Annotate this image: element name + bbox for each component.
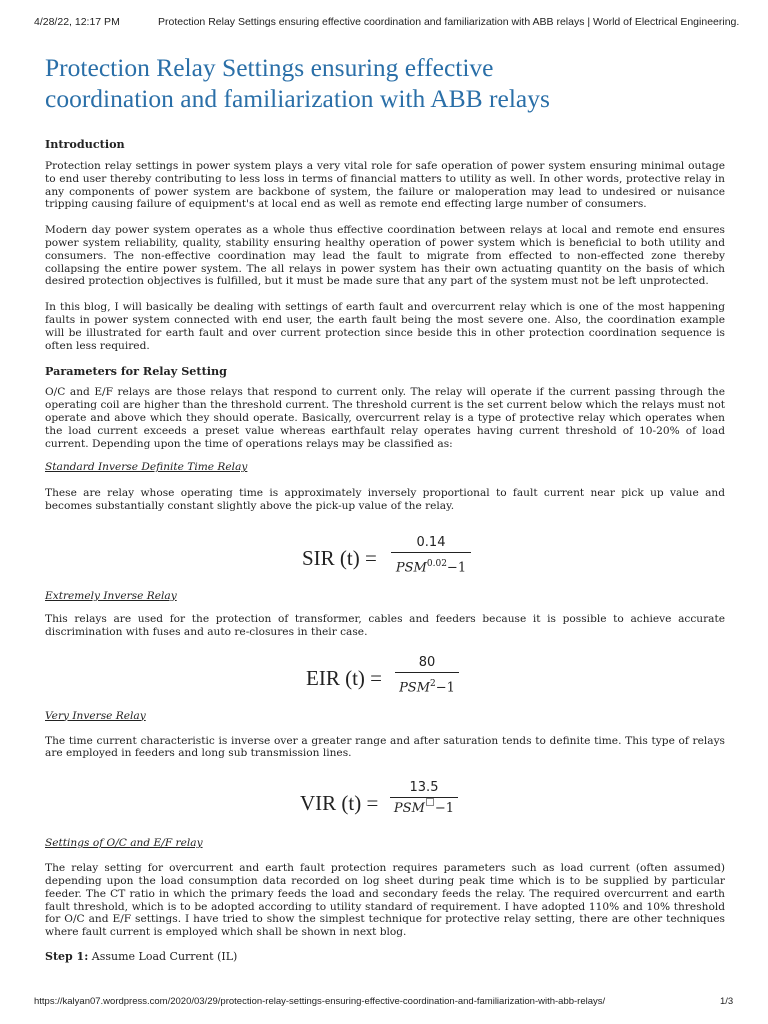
article-title-line-1: Protection Relay Settings ensuring effective bbox=[45, 53, 494, 82]
eir-fraction bbox=[393, 653, 461, 693]
eir-heading: Extremely Inverse Relay bbox=[45, 589, 177, 602]
step-1-text: Assume Load Current (IL) bbox=[91, 949, 238, 963]
params-heading: Parameters for Relay Setting bbox=[45, 364, 227, 379]
article-body bbox=[45, 52, 725, 964]
params-paragraph: O/C and E/F relays are those relays that respond to current only. The relay will operate if the current passing through the operating coil are higher than the threshold current. The threshold current is the set current below which the relays must not operate and above which they should operate. Basically, overcurrent relay is a type of protective relay which operates when the load current exceeds a preset value whereas earthfault relay operates having current threshold of 10-20% of load current. Depending upon the time of operations relays may be classified as: bbox=[45, 386, 725, 450]
missing-exponent-box bbox=[426, 798, 434, 806]
settings-paragraph: The relay setting for overcurrent and earth fault protection requires parameters such as load current (often assumed) depending upon the load consumption data recorded on log sheet during peak time which is to be supplied by particular feeder. The CT ratio in which the primary feeds the load and secondary feeds the relay. The required overcurrent and earth fault threshold, which is to be adopted according to utility standard of requirement. I have adopted 110% and 10% threshold for O/C and E/F settings. I have tried to show the simplest technique for protective relay setting, there are other techniques where fault current is employed which shall be shown in next blog. bbox=[45, 862, 725, 939]
vir-heading: Very Inverse Relay bbox=[45, 709, 146, 722]
print-header bbox=[0, 0, 768, 34]
article-title-line-2: coordination and familiarization with ABB relays bbox=[45, 84, 550, 113]
vir-denominator: PSM −1 bbox=[388, 798, 460, 818]
eir-denominator: $PSM^2-1$ bbox=[399, 678, 455, 695]
sir-fraction bbox=[389, 533, 473, 576]
sidt-paragraph: These are relay whose operating time is approximately inversely proportional to fault current near pick up value and becomes substantially constant slightly above the pick-up value of the relay. bbox=[45, 487, 725, 513]
print-datetime: 4/28/22, 12:17 PM bbox=[34, 16, 120, 28]
intro-heading: Introduction bbox=[45, 137, 125, 151]
sir-denominator: $PSM^{0.02}-1$ bbox=[395, 558, 467, 576]
step-1-label: Step 1: bbox=[45, 949, 89, 963]
print-page-title: Protection Relay Settings ensuring effective coordination and familiarization with ABB relays | World of Electrical Engineering. bbox=[158, 16, 740, 28]
intro-paragraph-2: Modern day power system operates as a whole thus effective coordination between relays at local and remote end ensures power system reliability, quality, stability ensuring healthy operation of power system which is beneficial to both utility and consumers. The non-effective coordination may lead the fault to migrate from effected to non-effected zone thereby collapsing the entire power system. The all relays in power system has their own actuating quantity on the basis of which desired protection objectives is fulfilled, but it must be made sure that any part of the system must not be left unprotected. bbox=[45, 224, 725, 288]
settings-heading: Settings of O/C and E/F relay bbox=[45, 837, 203, 850]
eir-lhs: EIR (t) = bbox=[306, 665, 382, 690]
intro-paragraph-1: Protection relay settings in power system plays a very vital role for safe operation of power system ensuring minimal outage to end user thereby contributing to less loss in terms of financial matters to utility as well. In other words, protective relay in any components of power system are backbone of system, the failure or maloperation may lead to undesired or nuisance tripping causing failure of equipment's at local end as well as remote end effecting large number of consumers. bbox=[45, 160, 725, 211]
vir-lhs: VIR (t) = bbox=[300, 791, 379, 816]
sidt-heading: Standard Inverse Definite Time Relay bbox=[45, 461, 248, 474]
sir-formula bbox=[45, 533, 725, 583]
step-1 bbox=[45, 951, 725, 964]
page-number: 1/3 bbox=[720, 996, 734, 1007]
print-url: https://kalyan07.wordpress.com/2020/03/29/protection-relay-settings-ensuring-effective-coordination-and-familiarization-with-abb-relays/ bbox=[34, 996, 606, 1007]
intro-paragraph-3: In this blog, I will basically be dealing with settings of earth fault and overcurrent relay which is one of the most happening faults in power system connected with end user, the earth fault being the most severe one. Also, the coordination example will be illustrated for earth fault and over current protection since beside this in other protection coordination sequence is often less required. bbox=[45, 301, 725, 352]
eir-paragraph: This relays are used for the protection of transformer, cables and feeders because it is possible to achieve accurate discrimination with fuses and auto re-closures in their case. bbox=[45, 612, 725, 638]
eir-numerator: 80 bbox=[418, 654, 436, 670]
sir-lhs: SIR (t) = bbox=[302, 545, 377, 570]
vir-formula bbox=[45, 778, 725, 828]
article-title bbox=[45, 52, 725, 114]
vir-numerator: 13.5 bbox=[409, 780, 439, 796]
eir-formula bbox=[45, 653, 725, 703]
vir-fraction bbox=[388, 778, 460, 818]
sir-numerator: 0.14 bbox=[416, 534, 446, 550]
vir-paragraph: The time current characteristic is inverse over a greater range and after saturation tends to definite time. This type of relays are employed in feeders and long sub transmission lines. bbox=[45, 734, 725, 760]
print-footer bbox=[0, 993, 768, 1013]
